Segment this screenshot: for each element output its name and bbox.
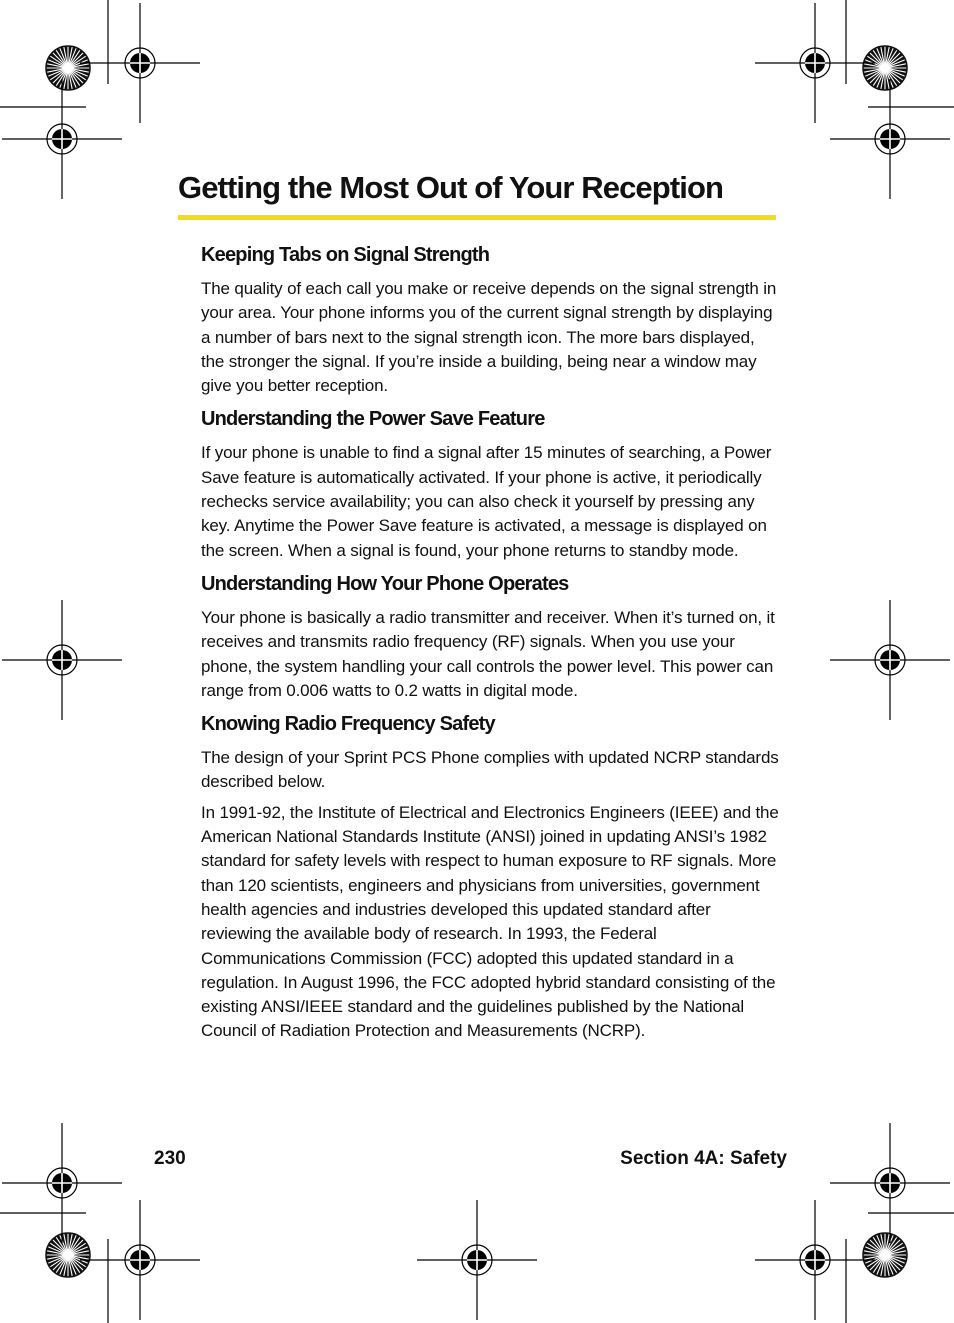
footer-section-label: Section 4A: Safety bbox=[620, 1148, 787, 1169]
registration-crosshair-icon bbox=[417, 1200, 537, 1320]
page-title: Getting the Most Out of Your Reception bbox=[178, 170, 724, 205]
registration-crosshair-icon bbox=[755, 1200, 875, 1320]
section-paragraph: The design of your Sprint PCS Phone complies with updated NCRP standards described below. bbox=[201, 748, 779, 792]
registration-crosshair-icon bbox=[80, 3, 200, 123]
registration-crosshair-icon bbox=[2, 79, 122, 199]
registration-crosshair-icon bbox=[2, 1123, 122, 1243]
starburst-target-icon bbox=[46, 1233, 90, 1277]
section-heading: Understanding the Power Save Feature bbox=[201, 408, 545, 431]
registration-crosshair-icon bbox=[2, 600, 122, 720]
section-paragraph: The quality of each call you make or receive depends on the signal strength in your area. Your phone informs you of the current signal strength by displaying a number of bars next to the signal strength icon. The more bars displayed, the stronger the signal. If you’re inside a building, being near a window may give you better reception. bbox=[201, 279, 777, 396]
section-heading: Knowing Radio Frequency Safety bbox=[201, 713, 495, 736]
section-paragraph: Your phone is basically a radio transmitter and receiver. When it’s turned on, it receives and transmits radio frequency (RF) signals. When you use your phone, the system handling your call controls the power level. This power can range from 0.006 watts to 0.2 watts in digital mode. bbox=[201, 607, 775, 700]
section-paragraph: If your phone is unable to find a signal after 15 minutes of searching, a Power Save feature is automatically activated. If your phone is active, it periodically rechecks service availability; you can also check it yourself by pressing any key. Anytime the Power Save feature is activated, a message is displayed on the screen. When a signal is found, your phone returns to standby mode. bbox=[201, 443, 772, 560]
section-heading: Understanding How Your Phone Operates bbox=[201, 572, 569, 595]
registration-crosshair-icon bbox=[830, 600, 950, 720]
starburst-target-icon bbox=[863, 46, 907, 90]
registration-crosshair-icon bbox=[830, 79, 950, 199]
section-paragraph: In 1991-92, the Institute of Electrical and Electronics Engineers (IEEE) and the American National Standards Institute (ANSI) joined in updating ANSI’s 1982 standard for safety levels with respect to human exposure to RF signals. More than 120 scientists, engineers and physicians from universities, government health agencies and industries developed this updated standard after reviewing the available body of research. In 1993, the Federal Communications Commission (FCC) adopted this updated standard in a regulation. In August 1996, the FCC adopted hybrid standard consisting of the existing ANSI/IEEE standard and the guidelines published by the National Council of Radiation Protection and Measurements (NCRP). bbox=[201, 802, 779, 1041]
registration-crosshair-icon bbox=[80, 1200, 200, 1320]
registration-crosshair-icon bbox=[755, 3, 875, 123]
registration-crosshair-icon bbox=[830, 1123, 950, 1243]
starburst-target-icon bbox=[863, 1233, 907, 1277]
starburst-target-icon bbox=[46, 46, 90, 90]
section-heading: Keeping Tabs on Signal Strength bbox=[201, 244, 490, 266]
footer-page-number: 230 bbox=[154, 1148, 186, 1169]
